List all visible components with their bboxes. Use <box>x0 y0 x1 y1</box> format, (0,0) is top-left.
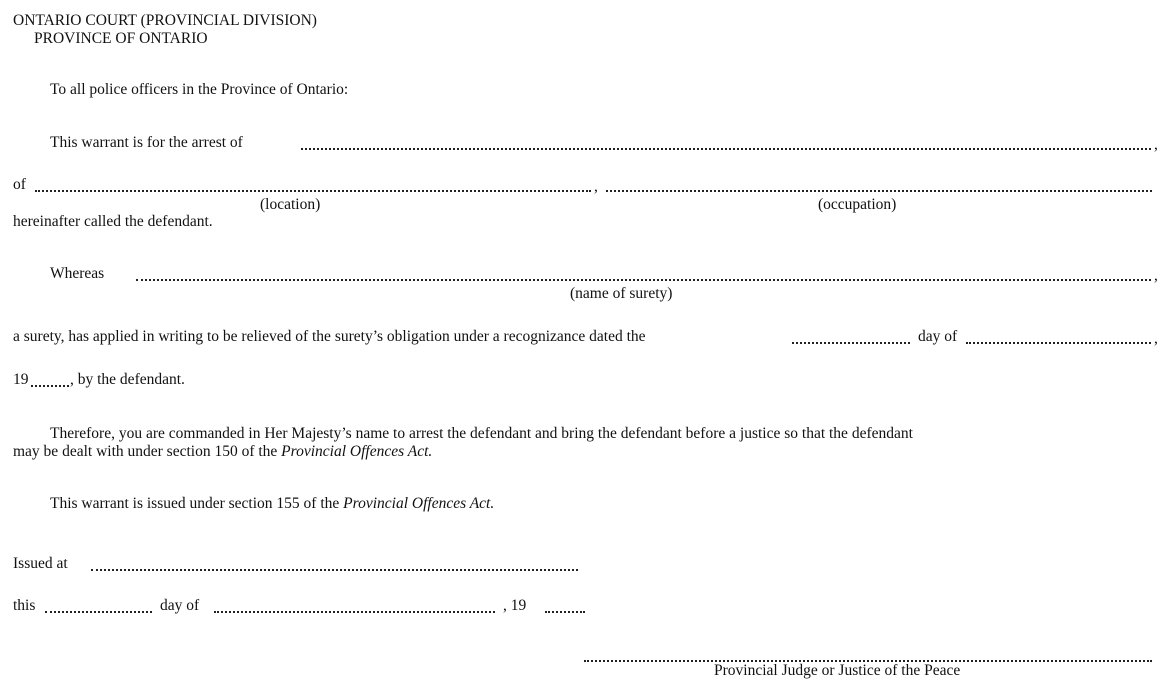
surety-obligation-text: a surety, has applied in writing to be relieved of the surety’s obligation under a recognizance dated the <box>13 328 646 345</box>
comma: , <box>594 178 598 195</box>
year-prefix: 19 <box>13 371 29 388</box>
recognizance-day-field[interactable] <box>792 342 910 344</box>
issued-year-field[interactable] <box>545 611 585 613</box>
recognizance-year-field[interactable] <box>31 385 69 387</box>
signature-caption: Provincial Judge or Justice of the Peace <box>714 662 961 679</box>
issued-under-line <box>50 495 494 513</box>
this-label: this <box>13 597 36 614</box>
therefore-line-1: Therefore, you are commanded in Her Majesty’s name to arrest the defendant and bring the defendant before a justice so that the defendant <box>50 425 913 442</box>
therefore-line-2 <box>13 443 432 461</box>
by-defendant-text: , by the defendant. <box>70 371 185 388</box>
occupation-field[interactable] <box>606 190 1152 192</box>
arrest-of-label: This warrant is for the arrest of <box>50 134 243 151</box>
location-field[interactable] <box>35 190 591 192</box>
issued-day-field[interactable] <box>45 611 152 613</box>
recognizance-month-field[interactable] <box>966 342 1151 344</box>
location-caption: (location) <box>260 196 321 213</box>
therefore-text: may be dealt with under section 150 of the <box>13 443 278 460</box>
issued-at-field[interactable] <box>91 569 578 571</box>
hereinafter-line: hereinafter called the defendant. <box>13 213 213 230</box>
act-name: Provincial Offences Act. <box>343 495 495 512</box>
surety-caption: (name of surety) <box>570 285 673 302</box>
addressee-line: To all police officers in the Province of Ontario: <box>50 81 349 98</box>
of-label: of <box>13 176 26 193</box>
act-name: Provincial Offences Act. <box>281 443 433 460</box>
occupation-caption: (occupation) <box>818 196 897 213</box>
comma: , <box>1154 136 1158 153</box>
issued-month-field[interactable] <box>214 611 495 613</box>
comma: , <box>1154 267 1158 284</box>
day-of-label: day of <box>918 328 958 345</box>
day-of-label-2: day of <box>160 597 200 614</box>
issued-under-text: This warrant is issued under section 155 of the <box>50 495 340 512</box>
issued-at-label: Issued at <box>13 555 68 572</box>
surety-name-field[interactable] <box>136 279 1151 281</box>
province-heading: PROVINCE OF ONTARIO <box>34 30 208 47</box>
comma: , <box>1154 330 1158 347</box>
defendant-name-field[interactable] <box>301 148 1151 150</box>
year-suffix: , 19 <box>503 597 527 614</box>
whereas-label: Whereas <box>50 265 105 282</box>
court-heading: ONTARIO COURT (PROVINCIAL DIVISION) <box>13 12 317 29</box>
